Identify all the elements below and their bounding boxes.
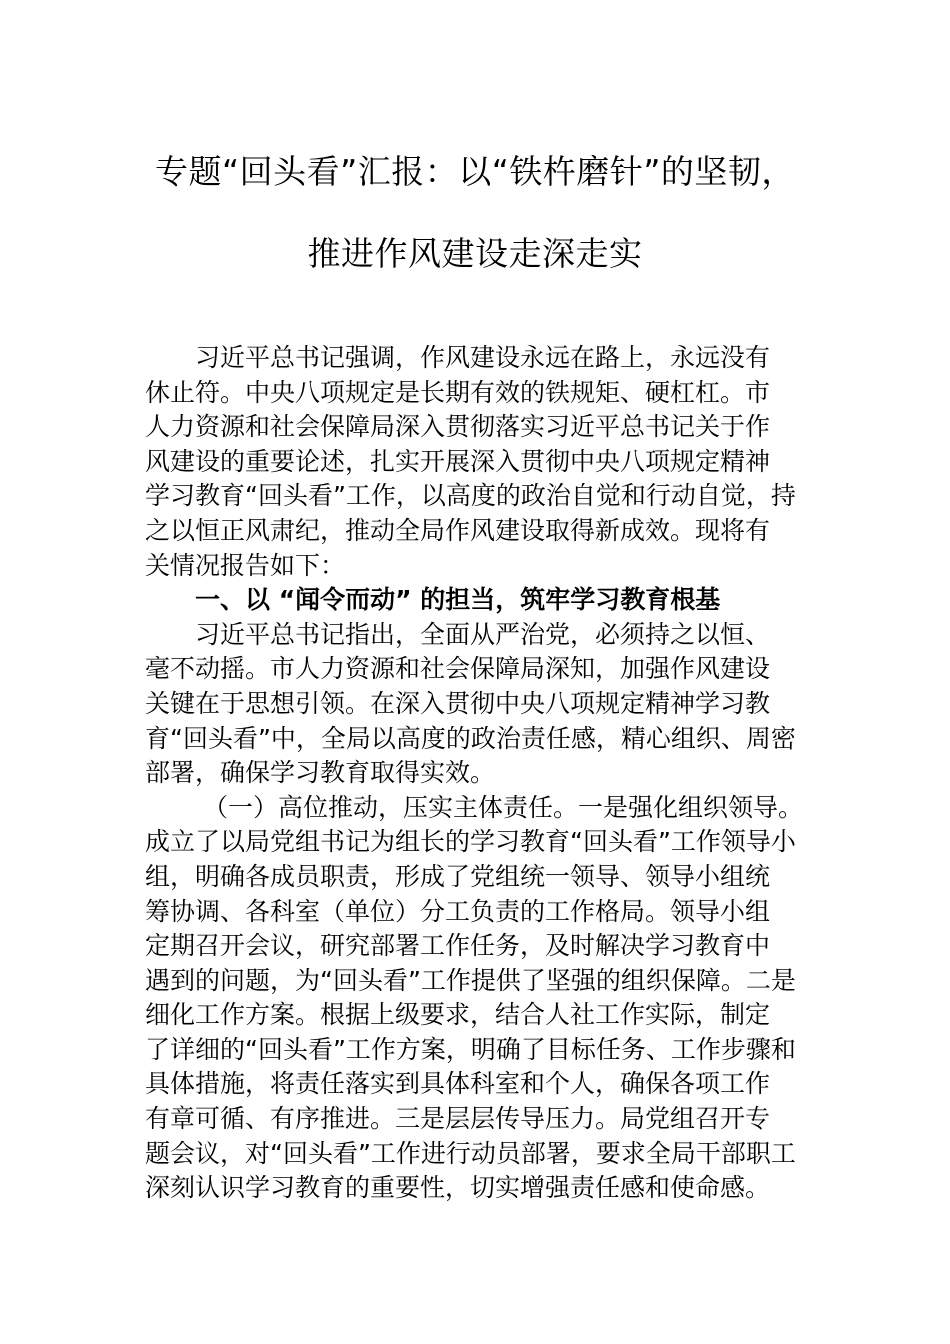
paragraph-line: 组，明确各成员职责，形成了党组统一领导、领导小组统 xyxy=(145,861,771,891)
title-line-1: 专题“回头看”汇报：以“铁杵磨针”的坚韧， xyxy=(155,152,795,191)
document-body xyxy=(145,341,810,1206)
document-title xyxy=(0,150,950,314)
paragraph-line: 具体措施，将责任落实到具体科室和个人，确保各项工作 xyxy=(145,1069,771,1099)
paragraph-line: 之以恒正风肃纪，推动全局作风建设取得新成效。现将有 xyxy=(145,515,771,545)
paragraph-line: 细化工作方案。根据上级要求，结合人社工作实际，制定 xyxy=(145,1000,771,1030)
paragraph-line: 习近平总书记强调，作风建设永远在路上，永远没有 xyxy=(195,343,771,372)
paragraph-line: 深刻认识学习教育的重要性，切实增强责任感和使命感。 xyxy=(145,1173,771,1203)
paragraph-line: 筹协调、各科室（单位）分工负责的工作格局。领导小组 xyxy=(145,896,771,926)
paragraph-line: 风建设的重要论述，扎实开展深入贯彻中央八项规定精神 xyxy=(145,446,771,476)
paragraph-line: 人力资源和社会保障局深入贯彻落实习近平总书记关于作 xyxy=(145,412,771,442)
paragraph-line: 关键在于思想引领。在深入贯彻中央八项规定精神学习教 xyxy=(145,688,771,718)
paragraph-line: 学习教育“回头看”工作，以高度的政治自觉和行动自觉，持 xyxy=(145,481,796,511)
title-line-2: 推进作风建设走深走实 xyxy=(307,234,643,273)
subsection-line: （一）高位推动，压实主体责任。一是强化组织领导。 xyxy=(203,792,804,822)
section-heading: 一、以 “闻令而动” 的担当，筑牢学习教育根基 xyxy=(195,585,721,615)
paragraph-line: 有章可循、有序推进。三是层层传导压力。局党组召开专 xyxy=(145,1104,771,1134)
paragraph-line: 习近平总书记指出，全面从严治党，必须持之以恒、 xyxy=(195,619,771,649)
paragraph-line: 休止符。中央八项规定是长期有效的铁规矩、硬杠杠。市 xyxy=(145,377,771,407)
paragraph-line: 题会议，对“回头看”工作进行动员部署，要求全局干部职工 xyxy=(145,1138,796,1168)
paragraph-line: 成立了以局党组书记为组长的学习教育“回头看”工作领导小 xyxy=(145,827,796,857)
paragraph-line: 部署，确保学习教育取得实效。 xyxy=(145,758,496,788)
paragraph-line: 关情况报告如下： xyxy=(145,550,346,580)
paragraph-line: 了详细的“回头看”工作方案，明确了目标任务、工作步骤和 xyxy=(145,1034,796,1064)
paragraph-line: 定期召开会议，研究部署工作任务，及时解决学习教育中 xyxy=(145,931,771,961)
paragraph-line: 育“回头看”中，全局以高度的政治责任感，精心组织、周密 xyxy=(145,723,796,753)
paragraph-line: 遇到的问题，为“回头看”工作提供了坚强的组织保障。二是 xyxy=(145,965,796,995)
paragraph-line: 毫不动摇。市人力资源和社会保障局深知，加强作风建设 xyxy=(145,654,771,684)
